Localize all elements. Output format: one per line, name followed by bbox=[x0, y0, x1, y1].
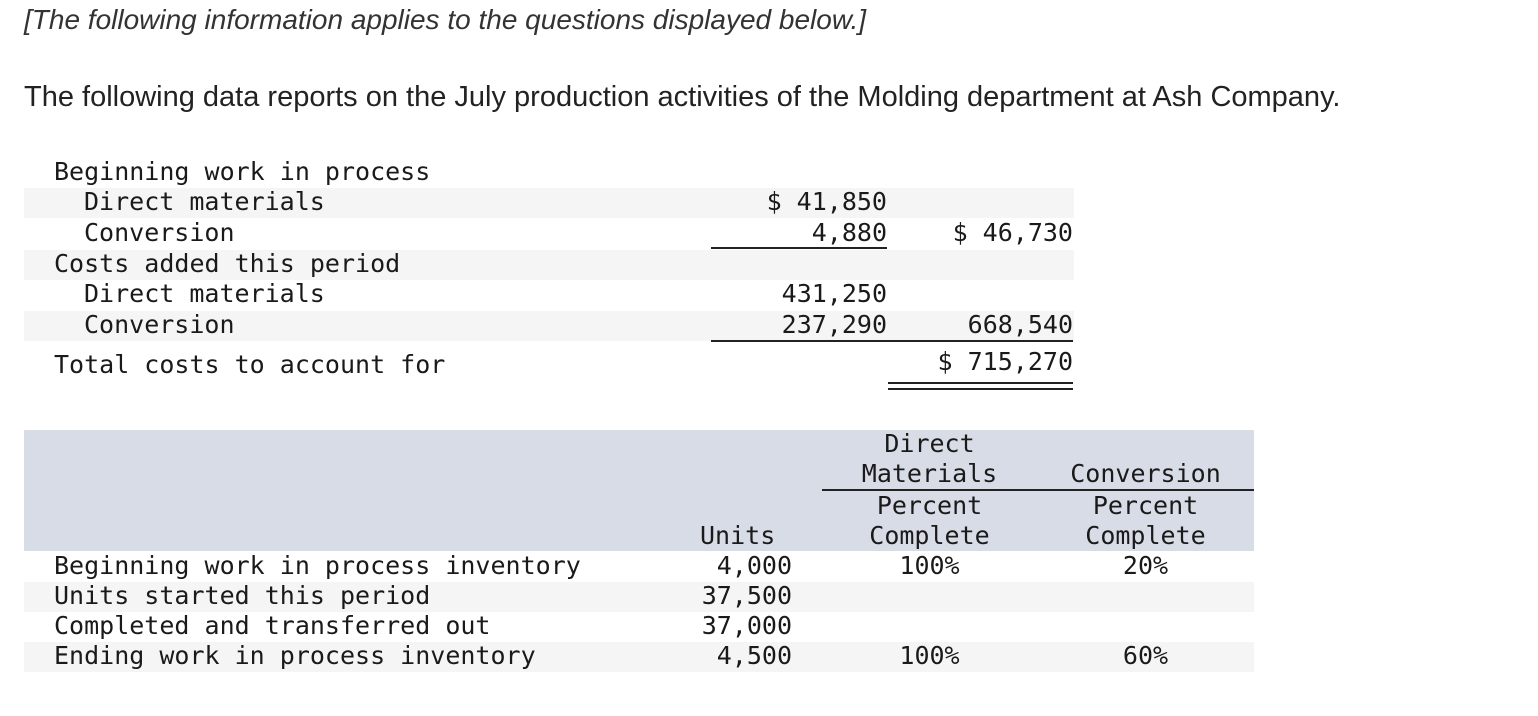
subtotal-rule bbox=[711, 340, 1073, 342]
conv-percent-ending-wip: 60% bbox=[1122, 641, 1169, 670]
header-rule bbox=[822, 489, 1254, 491]
units-label-beginning-wip: Beginning work in process inventory bbox=[54, 551, 581, 580]
conv-percent-beginning-wip: 20% bbox=[1122, 551, 1169, 580]
value-added-total: 668,540 bbox=[967, 310, 1073, 339]
dm-percent-beginning-wip: 100% bbox=[899, 551, 960, 580]
subtotal-rule bbox=[711, 247, 887, 249]
header-dm-line4: Complete bbox=[869, 521, 990, 550]
dm-percent-ending-wip: 100% bbox=[899, 641, 960, 670]
cost-label-total: Total costs to account for bbox=[54, 350, 446, 379]
cost-label-costs-added: Costs added this period bbox=[54, 249, 401, 278]
header-units: Units bbox=[700, 521, 776, 550]
cost-label-bwip-conversion: Conversion bbox=[84, 218, 235, 247]
value-bwip-dm: $ 41,850 bbox=[766, 187, 887, 216]
value-added-dm: 431,250 bbox=[781, 279, 887, 308]
lead-sentence: The following data reports on the July production activities of the Molding department at Ash Company. bbox=[24, 81, 1341, 113]
units-value-started: 37,500 bbox=[701, 581, 792, 610]
units-value-completed: 37,000 bbox=[701, 611, 792, 640]
header-dm-line3: Percent bbox=[876, 491, 983, 520]
header-conv-line1: Conversion bbox=[1070, 459, 1221, 488]
units-label-completed: Completed and transferred out bbox=[54, 611, 491, 640]
header-conv-line2: Percent bbox=[1092, 491, 1199, 520]
units-value-ending-wip: 4,500 bbox=[716, 641, 792, 670]
units-label-started: Units started this period bbox=[54, 581, 431, 610]
value-added-conversion: 237,290 bbox=[781, 310, 887, 339]
cost-label-added-direct-materials: Direct materials bbox=[84, 279, 325, 308]
header-dm-line2: Materials bbox=[861, 459, 998, 488]
cost-label-bwip-direct-materials: Direct materials bbox=[84, 187, 325, 216]
units-label-ending-wip: Ending work in process inventory bbox=[54, 641, 536, 670]
value-total-costs: $ 715,270 bbox=[937, 347, 1073, 376]
units-value-beginning-wip: 4,000 bbox=[716, 551, 792, 580]
value-bwip-conversion: 4,880 bbox=[811, 218, 887, 247]
cost-label-beginning-wip: Beginning work in process bbox=[54, 157, 431, 186]
value-bwip-total: $ 46,730 bbox=[952, 218, 1073, 247]
header-conv-line3: Complete bbox=[1085, 521, 1206, 550]
cost-label-added-conversion: Conversion bbox=[84, 310, 235, 339]
total-double-rule bbox=[888, 382, 1073, 390]
header-dm-line1: Direct bbox=[884, 429, 975, 458]
intro-note: [The following information applies to the questions displayed below.] bbox=[24, 4, 867, 35]
